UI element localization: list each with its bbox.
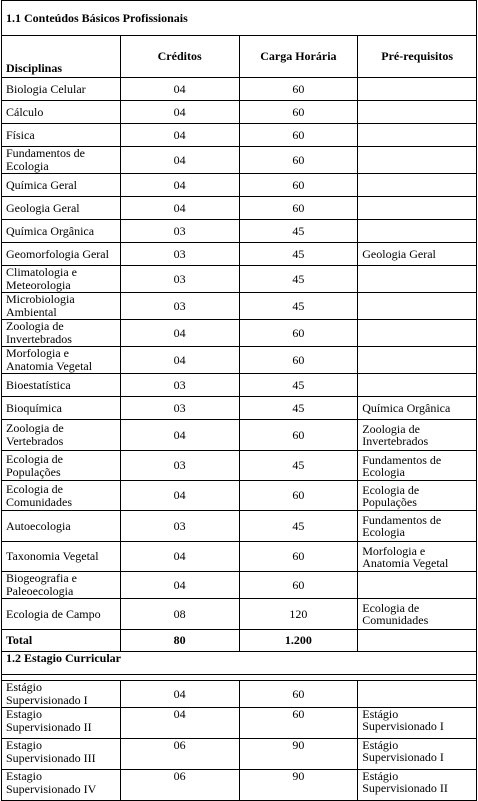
credits-cell: 03 — [120, 451, 239, 481]
credits-cell: 03 — [120, 511, 239, 542]
header-pre-requisitos: Pré-requisitos — [358, 36, 477, 78]
prerequisite-cell — [358, 124, 477, 147]
credits-cell: 04 — [120, 124, 239, 147]
table-row — [2, 78, 477, 101]
curriculum-table — [1, 0, 477, 801]
workload-cell: 60 — [239, 347, 358, 374]
workload-cell: 60 — [239, 78, 358, 101]
credits-cell: 04 — [120, 197, 239, 220]
workload-cell: 60 — [239, 572, 358, 599]
table-row — [2, 451, 477, 481]
discipline-cell: Química Orgânica — [2, 220, 121, 243]
workload-cell: 60 — [239, 708, 358, 739]
section-header-row — [2, 1, 477, 36]
prerequisite-cell: Geologia Geral — [358, 243, 477, 266]
credits-cell: 03 — [120, 397, 239, 420]
column-header-row — [2, 36, 477, 78]
prerequisite-cell: Química Orgânica — [358, 397, 477, 420]
table-row — [2, 293, 477, 320]
prerequisite-cell — [358, 147, 477, 174]
prerequisite-cell: Fundamentos de Ecologia — [358, 451, 477, 481]
credits-cell: 03 — [120, 293, 239, 320]
discipline-cell: Ecologia de Populações — [2, 451, 121, 481]
discipline-cell: Biogeografia e Paleoecologia — [2, 572, 121, 599]
header-disciplinas: Disciplinas — [2, 36, 121, 78]
table-row — [2, 397, 477, 420]
prerequisite-cell — [358, 320, 477, 347]
workload-cell: 45 — [239, 374, 358, 397]
total-row — [2, 630, 477, 652]
discipline-cell: Geologia Geral — [2, 197, 121, 220]
workload-cell: 45 — [239, 451, 358, 481]
prerequisite-cell: Estágio Supervisionado I — [358, 739, 477, 770]
table-row — [2, 197, 477, 220]
discipline-cell: Taxonomia Vegetal — [2, 542, 121, 572]
workload-cell: 60 — [239, 420, 358, 451]
prerequisite-cell: Fundamentos de Ecologia — [358, 511, 477, 542]
workload-cell: 45 — [239, 243, 358, 266]
discipline-cell: Climatologia e Meteorologia — [2, 266, 121, 293]
discipline-cell: Química Geral — [2, 174, 121, 197]
discipline-cell: Física — [2, 124, 121, 147]
discipline-cell: Geomorfologia Geral — [2, 243, 121, 266]
prerequisite-cell — [358, 174, 477, 197]
total-prerequisite — [358, 630, 477, 652]
discipline-cell: Estagio Supervisionado III — [2, 739, 121, 770]
workload-cell: 60 — [239, 197, 358, 220]
total-label: Total — [2, 630, 121, 652]
credits-cell: 04 — [120, 174, 239, 197]
table-row — [2, 101, 477, 124]
header-creditos: Créditos — [120, 36, 239, 78]
workload-cell: 60 — [239, 320, 358, 347]
credits-cell: 04 — [120, 347, 239, 374]
section2-title: 1.2 Estagio Curricular — [2, 652, 477, 675]
workload-cell: 90 — [239, 770, 358, 801]
table-row — [2, 147, 477, 174]
table-row — [2, 599, 477, 630]
workload-cell: 45 — [239, 266, 358, 293]
discipline-cell: Zoologia de Vertebrados — [2, 420, 121, 451]
workload-cell: 120 — [239, 599, 358, 630]
workload-cell: 45 — [239, 293, 358, 320]
section-header-row — [2, 652, 477, 675]
credits-cell: 08 — [120, 599, 239, 630]
table-row — [2, 124, 477, 147]
credits-cell: 03 — [120, 374, 239, 397]
table-row — [2, 708, 477, 739]
table-row — [2, 770, 477, 801]
table-row — [2, 266, 477, 293]
table-row — [2, 542, 477, 572]
discipline-cell: Cálculo — [2, 101, 121, 124]
workload-cell: 60 — [239, 147, 358, 174]
total-credits: 80 — [120, 630, 239, 652]
table-row — [2, 681, 477, 708]
credits-cell: 03 — [120, 243, 239, 266]
workload-cell: 60 — [239, 174, 358, 197]
prerequisite-cell: Ecologia de Comunidades — [358, 599, 477, 630]
prerequisite-cell — [358, 78, 477, 101]
credits-cell: 04 — [120, 320, 239, 347]
table-row — [2, 420, 477, 451]
credits-cell: 04 — [120, 78, 239, 101]
credits-cell: 06 — [120, 770, 239, 801]
prerequisite-cell: Ecologia de Populações — [358, 481, 477, 511]
credits-cell: 03 — [120, 266, 239, 293]
prerequisite-cell — [358, 197, 477, 220]
prerequisite-cell — [358, 101, 477, 124]
table-row — [2, 739, 477, 770]
workload-cell: 45 — [239, 511, 358, 542]
workload-cell: 90 — [239, 739, 358, 770]
table-row — [2, 511, 477, 542]
credits-cell: 04 — [120, 542, 239, 572]
discipline-cell: Autoecologia — [2, 511, 121, 542]
credits-cell: 04 — [120, 572, 239, 599]
prerequisite-cell: Estágio Supervisionado I — [358, 708, 477, 739]
workload-cell: 60 — [239, 124, 358, 147]
prerequisite-cell — [358, 374, 477, 397]
prerequisite-cell: Estágio Supervisionado II — [358, 770, 477, 801]
discipline-cell: Microbiologia Ambiental — [2, 293, 121, 320]
credits-cell: 04 — [120, 708, 239, 739]
table-row — [2, 374, 477, 397]
prerequisite-cell — [358, 220, 477, 243]
table-row — [2, 347, 477, 374]
credits-cell: 06 — [120, 739, 239, 770]
credits-cell: 04 — [120, 420, 239, 451]
discipline-cell: Estágio Supervisionado I — [2, 681, 121, 708]
credits-cell: 04 — [120, 481, 239, 511]
credits-cell: 04 — [120, 681, 239, 708]
discipline-cell: Ecologia de Comunidades — [2, 481, 121, 511]
header-carga-horaria: Carga Horária — [239, 36, 358, 78]
prerequisite-cell — [358, 293, 477, 320]
discipline-cell: Estagio Supervisionado II — [2, 708, 121, 739]
discipline-cell: Fundamentos de Ecologia — [2, 147, 121, 174]
workload-cell: 60 — [239, 481, 358, 511]
discipline-cell: Bioestatística — [2, 374, 121, 397]
discipline-cell: Estagio Supervisionado IV — [2, 770, 121, 801]
credits-cell: 04 — [120, 147, 239, 174]
workload-cell: 60 — [239, 101, 358, 124]
prerequisite-cell — [358, 266, 477, 293]
prerequisite-cell — [358, 572, 477, 599]
prerequisite-cell — [358, 681, 477, 708]
prerequisite-cell: Zoologia de Invertebrados — [358, 420, 477, 451]
credits-cell: 03 — [120, 220, 239, 243]
discipline-cell: Biologia Celular — [2, 78, 121, 101]
workload-cell: 45 — [239, 220, 358, 243]
discipline-cell: Ecologia de Campo — [2, 599, 121, 630]
table-row — [2, 243, 477, 266]
table-row — [2, 572, 477, 599]
discipline-cell: Bioquímica — [2, 397, 121, 420]
table-row — [2, 320, 477, 347]
discipline-cell: Zoologia de Invertebrados — [2, 320, 121, 347]
credits-cell: 04 — [120, 101, 239, 124]
workload-cell: 60 — [239, 681, 358, 708]
workload-cell: 60 — [239, 542, 358, 572]
workload-cell: 45 — [239, 397, 358, 420]
section1-title: 1.1 Conteúdos Básicos Profissionais — [2, 1, 477, 36]
table-row — [2, 220, 477, 243]
total-workload: 1.200 — [239, 630, 358, 652]
table-row — [2, 481, 477, 511]
discipline-cell: Morfologia e Anatomia Vegetal — [2, 347, 121, 374]
prerequisite-cell: Morfologia e Anatomia Vegetal — [358, 542, 477, 572]
prerequisite-cell — [358, 347, 477, 374]
table-row — [2, 174, 477, 197]
